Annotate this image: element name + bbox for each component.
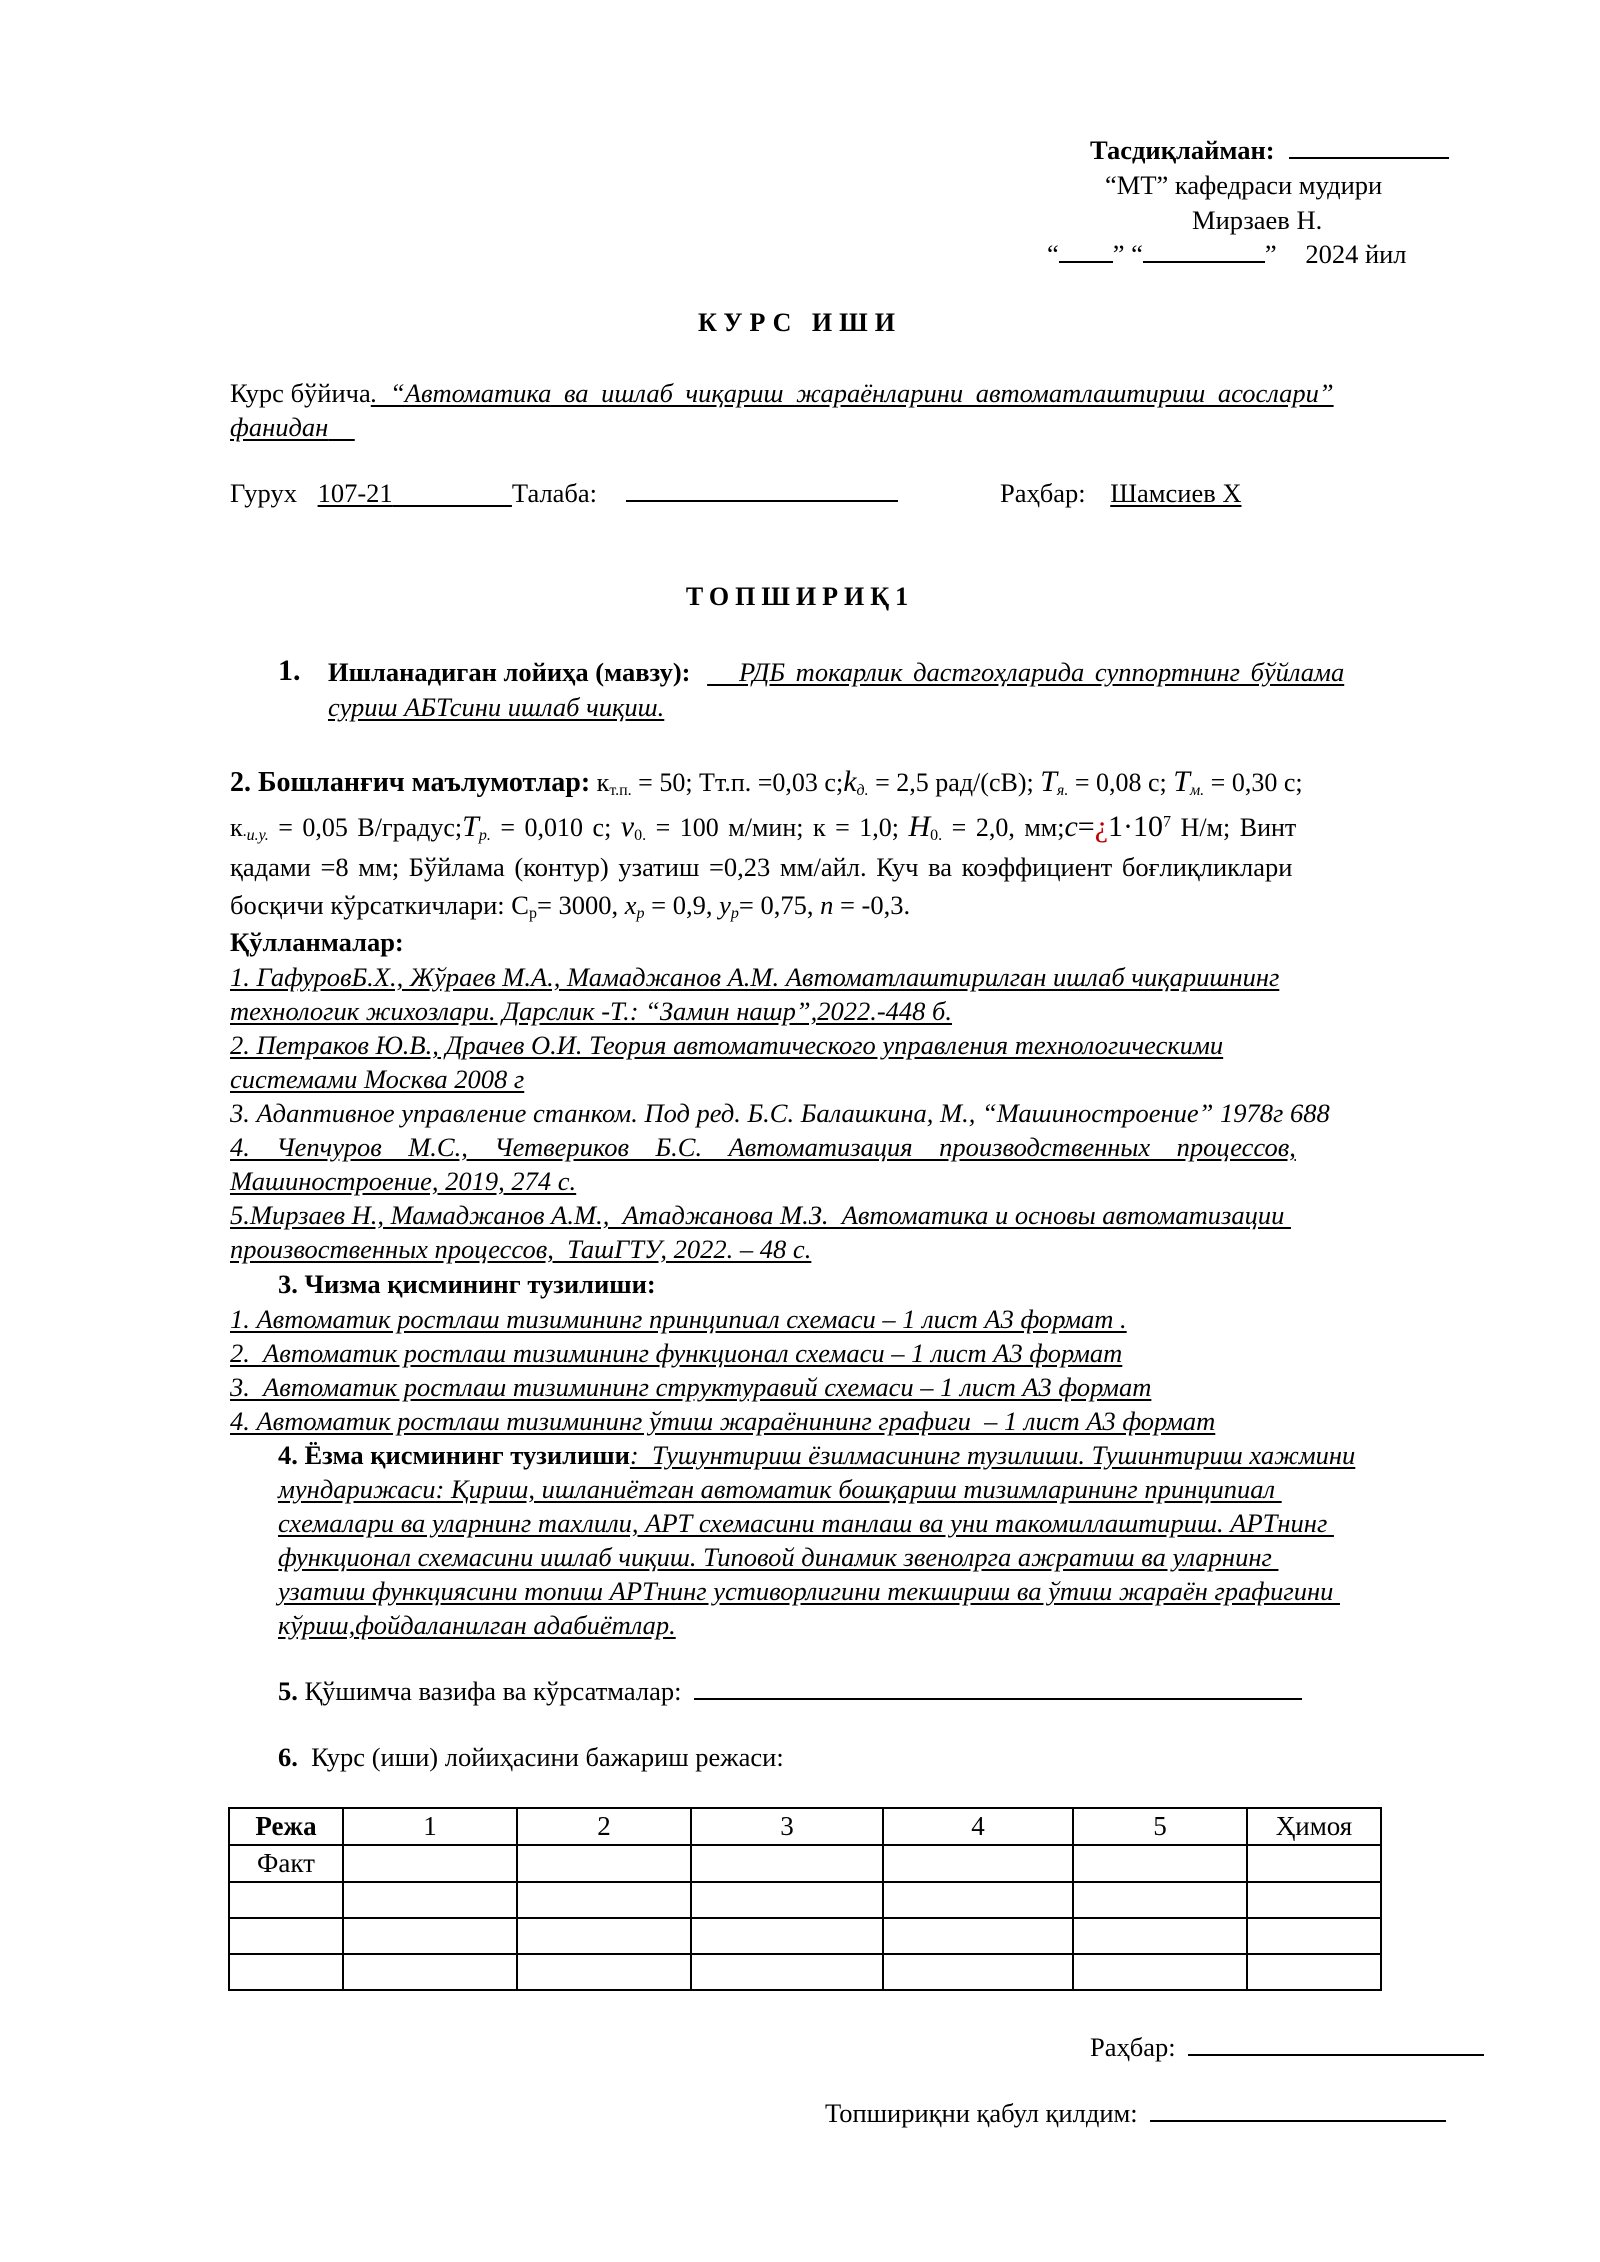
section5-number: 5. [278, 1676, 298, 1706]
footer-supervisor [1090, 2030, 1484, 2064]
section2-line3: қадами =8 мм; Бўйлама (контур) узатиш =0,23 мм/айл. Куч ва коэффициент боғлиқликлари [230, 852, 1293, 882]
section4-line: схемалари ва уларнинг тахлили, АРТ схемасини танлаш ва уни такомиллаштириш. АРТнинг [278, 1508, 1334, 1538]
table-row [229, 1918, 1381, 1954]
table-cell [1247, 1954, 1381, 1990]
date-month-blank [1143, 260, 1265, 263]
page-title: КУРС ИШИ [698, 308, 902, 337]
supervisor-row [1000, 476, 1241, 510]
section6 [278, 1740, 784, 1774]
date-quote-open: “ [1047, 239, 1059, 269]
reference-line: 1. ГафуровБ.Х., Жўраев М.А., Мамаджанов А.М. Автоматлаштирилган ишлаб чиқаришнинг [230, 962, 1280, 992]
student-blank [626, 499, 898, 502]
course-subject-line2: фанидан [230, 412, 329, 442]
supervisor-label: Раҳбар: [1000, 478, 1086, 508]
table-cell [1073, 1882, 1247, 1918]
table-row [229, 1882, 1381, 1918]
section1-number: 1. [278, 654, 301, 687]
course-subject-text: “Автоматика ва ишлаб чиқариш жараёнларини автоматлаштириш асослари” [390, 378, 1334, 408]
approval-department: “МТ” кафедраси мудири [1105, 170, 1383, 200]
approval-name: Мирзаев Н. [1192, 205, 1323, 235]
table-cell [883, 1845, 1073, 1882]
approval-signature-line [1289, 156, 1449, 159]
section5-blank [694, 1697, 1302, 1700]
table-header-row [229, 1808, 1381, 1845]
table-header-cell: 5 [1073, 1808, 1247, 1845]
section2-line2: $к._{и.у.} = 0,05$ $В/градус;Т_{р.} = 0,010$ с; $v_{0.} = 100$ м/мин; к = 1,0; $H_{0.} = 2,0$, $мм;c=¿1\cdot 10^7$ Н/м; Винт [230, 810, 1297, 844]
table-cell [343, 1882, 517, 1918]
drawing-item: 4. Автоматик ростлаш тизимининг ўтиш жараёнининг графиги – 1 лист А3 формат [230, 1406, 1216, 1436]
footer-accepted [825, 2096, 1446, 2130]
section5 [278, 1674, 1302, 1708]
table-cell [691, 1845, 883, 1882]
table-header-cell: 2 [517, 1808, 691, 1845]
table-header-cell: 1 [343, 1808, 517, 1845]
table-cell [1073, 1918, 1247, 1954]
table-cell [691, 1918, 883, 1954]
table-cell [229, 1882, 343, 1918]
section2-line4: босқичи кўрсаткичлари: $С_р= 3000$, $х_р = 0,9$, $у_р= 0,75$, n = -0,3. [230, 890, 911, 922]
section1-line2: суриш АБТсини ишлаб чиқиш. [328, 692, 665, 722]
course-subject: . “Автоматика ва ишлаб чиқариш жараёнларини автоматлаштириш асослари” [370, 378, 1334, 408]
reference-line: 5.Мирзаев Н., Мамаджанов А.М., Атаджанова М.З. Автоматика и основы автоматизации [230, 1200, 1291, 1230]
table-cell [1247, 1918, 1381, 1954]
section4-text: : Тушунтириш ёзилмасининг тузилиши. Тушинтириш хажмини [629, 1440, 1356, 1470]
section4-line: кўриш,фойдаланилган адабиётлар. [278, 1610, 676, 1640]
table-cell [883, 1954, 1073, 1990]
table-cell [1073, 1954, 1247, 1990]
section1-label: Ишланадиган лойиҳа (мавзу): [328, 657, 691, 687]
table-cell [1073, 1845, 1247, 1882]
section6-number: 6. [278, 1742, 298, 1772]
drawing-item: 1. Автоматик ростлаш тизимининг принципиал схемаси – 1 лист А3 формат . [230, 1304, 1127, 1334]
table-cell [517, 1918, 691, 1954]
footer-accepted-blank [1150, 2119, 1446, 2122]
approval-label-text: Тасдиқлайман: [1090, 135, 1275, 165]
table-cell [343, 1845, 517, 1882]
course-label: Курс бўйича [230, 378, 371, 408]
section4-line1 [278, 1438, 1355, 1472]
table-cell [517, 1954, 691, 1990]
table-header-cell: Режа [229, 1808, 343, 1845]
table-cell [343, 1918, 517, 1954]
table-cell [229, 1954, 343, 1990]
reference-line: системами Москва 2008 г [230, 1064, 525, 1094]
approval-year: 2024 йил [1305, 239, 1407, 269]
table-cell [517, 1845, 691, 1882]
drawing-item: 2. Автоматик ростлаш тизимининг функционал схемаси – 1 лист А3 формат [230, 1338, 1123, 1368]
reference-line: Машиностроение, 2019, 274 с. [230, 1166, 577, 1196]
course-line-2 [230, 410, 355, 444]
table-cell: Факт [229, 1845, 343, 1882]
group-value-text: 107-21 [317, 478, 393, 508]
table-header-cell: 4 [883, 1808, 1073, 1845]
footer-supervisor-label: Раҳбар: [1090, 2032, 1176, 2062]
table-cell [883, 1918, 1073, 1954]
table-row [229, 1954, 1381, 1990]
section4-line: узатиш функциясини топиш АРТнинг устиворлигини текшириш ва ўтиш жараён графигини [278, 1576, 1340, 1606]
section1-value-text: РДБ токарлик дастгоҳларида суппортнинг бўйлама [739, 657, 1345, 687]
supervisor-value: Шамсиев Х [1110, 478, 1242, 508]
group-row [230, 476, 898, 510]
student-label: Талаба: [511, 478, 598, 508]
drawing-item: 3. Автоматик ростлаш тизимининг структуравий схемаси – 1 лист А3 формат [230, 1372, 1152, 1402]
section4-heading: 4. Ёзма қисмининг тузилиши [278, 1440, 630, 1470]
table-cell [343, 1954, 517, 1990]
table-row [229, 1845, 1381, 1882]
table-cell [691, 1882, 883, 1918]
reference-line: произвоственных процессов, ТашГТУ, 2022. – 48 с. [230, 1234, 812, 1264]
section2-label: 2. Бошланғич маълумотлар: [230, 767, 591, 798]
date-day-blank [1059, 260, 1113, 263]
date-quote-close: ” [1264, 239, 1277, 269]
reference-line: 2. Петраков Ю.В., Драчев О.И. Теория автоматического управления технологическими [230, 1030, 1224, 1060]
plan-table [228, 1807, 1382, 1991]
footer-accepted-label: Топшириқни қабул қилдим: [825, 2098, 1138, 2128]
table-header-cell: 3 [691, 1808, 883, 1845]
section4-line: мундарижаси: Қириш, ишланиётган автоматик бошқариш тизимларининг принципиал [278, 1474, 1282, 1504]
section3-heading: 3. Чизма қисмининг тузилиши: [278, 1269, 656, 1299]
section1-value [707, 657, 1344, 687]
course-line-1 [230, 376, 1492, 410]
section4-line: функционал схемасини ишлаб чиқиш. Типовой динамик звенолрга ажратиш ва уларнинг [278, 1542, 1279, 1572]
references-heading: Қўлланмалар: [230, 927, 404, 957]
section5-label: Қўшимча вазифа ва кўрсатмалар: [304, 1676, 682, 1706]
table-cell [517, 1882, 691, 1918]
reference-line: 3. Адаптивное управление станком. Под ред. Б.С. Балашкина, М., “Машиностроение” 1978г 688 [230, 1098, 1330, 1128]
table-cell [691, 1954, 883, 1990]
group-label: Гурух [230, 478, 297, 508]
table-header-cell: Ҳимоя [1247, 1808, 1381, 1845]
reference-line: технологик жихозлари. Дарслик -Т.: “Замин нашр”,2022.-448 б. [230, 996, 952, 1026]
date-quote-mid: ” “ [1112, 239, 1143, 269]
section2-line1 [230, 762, 1492, 802]
task-title: ТОПШИРИҚ1 [685, 582, 915, 611]
footer-supervisor-blank [1188, 2053, 1484, 2056]
section6-label: Курс (иши) лойиҳасини бажариш режаси: [311, 1742, 784, 1772]
table-cell [1247, 1882, 1381, 1918]
approval-label [1090, 133, 1449, 167]
table-cell [883, 1882, 1073, 1918]
section2-line1-rest: $к_{т.п.} = 50$; Тт.п. =0,03 $с;k_{д.} = 2,5$ рад/(сВ); $Т_{я.} = 0,08$ с; $Т_{м.} = 0,30$ с; [596, 765, 1303, 799]
reference-line: 4. Чепчуров М.С., Четвериков Б.С. Автоматизация производственных процессов, [230, 1132, 1296, 1162]
group-value [318, 478, 512, 508]
table-cell [1247, 1845, 1381, 1882]
table-cell [229, 1918, 343, 1954]
approval-date [1047, 237, 1407, 271]
section1-line1 [328, 655, 1492, 689]
